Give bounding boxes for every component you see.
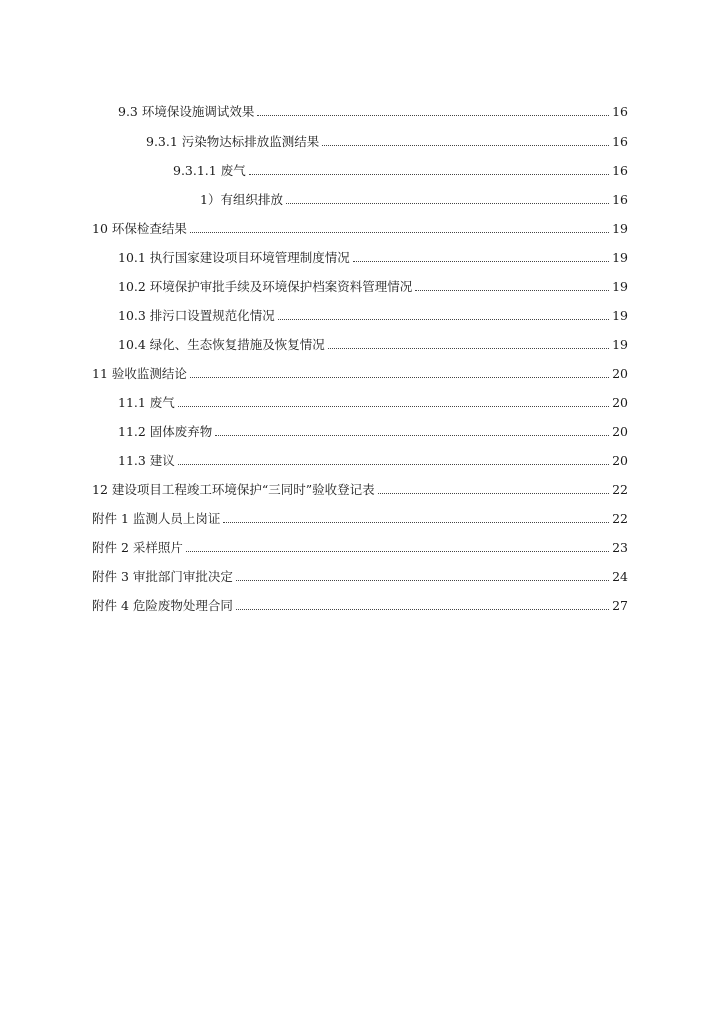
toc-entry[interactable] [146,130,628,150]
toc-entry[interactable] [173,159,628,179]
toc-entry[interactable] [92,217,628,237]
toc-entry-title: 9.3 环境保设施调试效果 [118,104,255,119]
toc-leader-dots [178,405,609,407]
toc-leader-dots [249,173,609,175]
toc-entry-page: 22 [612,482,628,497]
toc-entry-page: 19 [612,308,628,323]
toc-leader-dots [236,608,609,610]
toc-leader-dots [322,144,609,146]
toc-entry[interactable] [92,362,628,382]
toc-entry-page: 22 [612,511,628,526]
toc-leader-dots [257,114,609,116]
toc-entry-title: 附件 3 审批部门审批决定 [92,569,233,584]
toc-entry-title: 附件 2 采样照片 [92,540,183,555]
toc-entry-title: 12 建设项目工程竣工环境保护“三同时”验收登记表 [92,482,375,497]
toc-leader-dots [190,231,609,233]
toc-leader-dots [286,202,609,204]
toc-entry-title: 10.4 绿化、生态恢复措施及恢复情况 [118,337,325,352]
toc-entry[interactable] [92,478,628,498]
toc-entry-page: 16 [612,134,628,149]
toc-entry-page: 24 [612,569,628,584]
toc-leader-dots [186,550,609,552]
toc-entry[interactable] [92,565,628,585]
toc-leader-dots [223,521,609,523]
toc-entry-title: 1）有组织排放 [200,192,283,207]
toc-entry[interactable] [92,536,628,556]
toc-entry[interactable] [118,304,628,324]
toc-entry-page: 20 [612,424,628,439]
toc-entry-page: 27 [612,598,628,613]
toc-entry-title: 10.2 环境保护审批手续及环境保护档案资料管理情况 [118,279,413,294]
toc-entry-title: 11.3 建议 [118,453,175,468]
toc-entry-title: 9.3.1.1 废气 [173,163,246,178]
toc-entry[interactable] [118,275,628,295]
toc-entry-title: 附件 1 监测人员上岗证 [92,511,221,526]
toc-entry-page: 19 [612,250,628,265]
toc-entry[interactable] [118,449,628,469]
toc-leader-dots [190,376,609,378]
toc-leader-dots [415,289,609,291]
toc-entry-page: 20 [612,366,628,381]
toc-entry-title: 11 验收监测结论 [92,366,187,381]
toc-entry-page: 16 [612,163,628,178]
toc-entry[interactable] [118,391,628,411]
toc-entry-title: 11.2 固体废弃物 [118,424,213,439]
toc-entry[interactable] [118,246,628,266]
toc-entry-title: 10.1 执行国家建设项目环境管理制度情况 [118,250,350,265]
toc-entry-page: 20 [612,453,628,468]
toc-entry-page: 16 [612,104,628,119]
toc-entry-page: 16 [612,192,628,207]
toc-entry[interactable] [118,100,628,120]
toc-entry[interactable] [92,594,628,614]
toc-leader-dots [278,318,609,320]
toc-entry-page: 23 [612,540,628,555]
toc-leader-dots [178,463,609,465]
toc-entry[interactable] [118,420,628,440]
toc-entry-page: 19 [612,221,628,236]
toc-entry[interactable] [200,188,628,208]
toc-entry-title: 9.3.1 污染物达标排放监测结果 [146,134,320,149]
toc-entry-title: 附件 4 危险废物处理合同 [92,598,233,613]
toc-entry-page: 19 [612,337,628,352]
toc-leader-dots [378,492,609,494]
toc-entry[interactable] [118,333,628,353]
toc-entry[interactable] [92,507,628,527]
toc-entry-title: 10.3 排污口设置规范化情况 [118,308,275,323]
toc-leader-dots [215,434,609,436]
toc-leader-dots [328,347,609,349]
toc-leader-dots [236,579,609,581]
toc-entry-page: 20 [612,395,628,410]
toc-entry-title: 10 环保检查结果 [92,221,187,236]
toc-leader-dots [353,260,609,262]
toc-entry-title: 11.1 废气 [118,395,175,410]
toc-entry-page: 19 [612,279,628,294]
